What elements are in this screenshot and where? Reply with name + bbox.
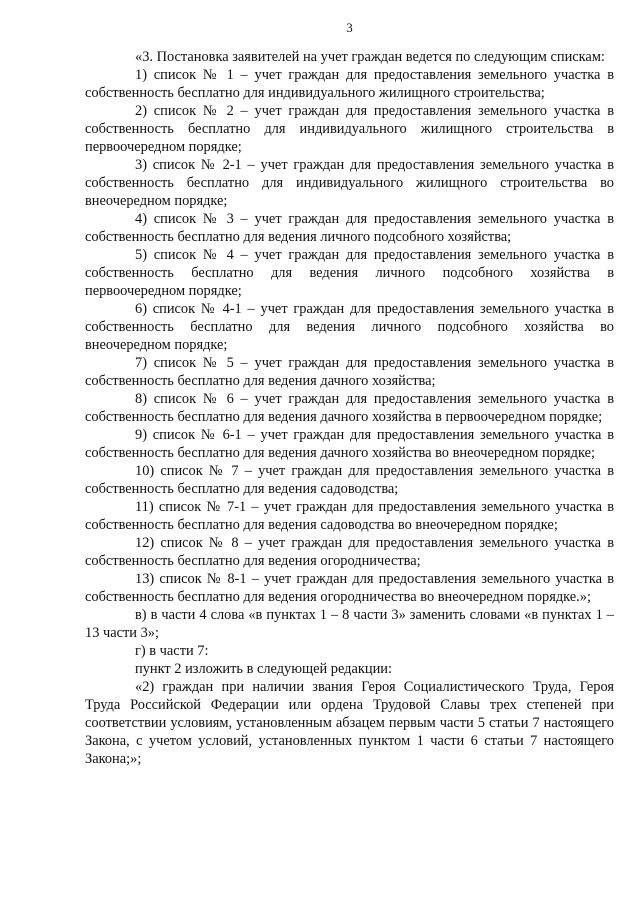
amendment-intro-punkt2: пункт 2 изложить в следующей редакции: [135,661,392,677]
list-item: 11) список № 7-1 – учет граждан для предоставления земельного участка в собственность бесплатно для ведения садоводства во внеочередном порядке; [85,499,614,533]
list-item: 5) список № 4 – учет граждан для предоставления земельного участка в собственность бесплатно для ведения личного подсобного хозяйства в первоочередном порядке; [85,247,614,299]
list-item: 3) список № 2-1 – учет граждан для предоставления земельного участка в собственность бесплатно для индивидуального жилищного строительства во внеочередном порядке; [85,157,614,209]
list-item: 7) список № 5 – учет граждан для предоставления земельного участка в собственность бесплатно для ведения дачного хозяйства; [85,355,614,389]
intro-paragraph: «3. Постановка заявителей на учет граждан ведется по следующим спискам: [135,49,605,65]
list-item: 10) список № 7 – учет граждан для предоставления земельного участка в собственность бесплатно для ведения садоводства; [85,463,614,497]
list-item: 4) список № 3 – учет граждан для предоставления земельного участка в собственность бесплатно для ведения личного подсобного хозяйства; [85,211,614,245]
list-item: 13) список № 8-1 – учет граждан для предоставления земельного участка в собственность бесплатно для ведения огородничества во внеочередном порядке.»; [85,571,614,605]
amendment-paragraph-g: г) в части 7: [135,643,209,659]
lists-enumeration [85,66,614,606]
list-item: 8) список № 6 – учет граждан для предоставления земельного участка в собственность бесплатно для ведения дачного хозяйства в первоочередном порядке; [85,391,614,425]
amendment-quote-punkt2: «2) граждан при наличии звания Героя Социалистического Труда, Героя Труда Российской Федерации или ордена Трудовой Славы трех степеней при соответствии условиям, установленным абзацем первым части 5 статьи 7 настоящего Закона, с учетом условий, установленных пунктом 1 части 6 статьи 7 настоящего Закона;»; [85,679,614,767]
amendment-paragraph-v: в) в части 4 слова «в пунктах 1 – 8 части 3» заменить словами «в пунктах 1 – 13 части 3»; [85,607,614,641]
page-number: 3 [346,20,353,35]
list-item: 12) список № 8 – учет граждан для предоставления земельного участка в собственность бесплатно для ведения огородничества; [85,535,614,569]
list-item: 9) список № 6-1 – учет граждан для предоставления земельного участка в собственность бесплатно для ведения дачного хозяйства во внеочередном порядке; [85,427,614,461]
list-item: 1) список № 1 – учет граждан для предоставления земельного участка в собственность бесплатно для индивидуального жилищного строительства; [85,67,614,101]
list-item: 6) список № 4-1 – учет граждан для предоставления земельного участка в собственность бесплатно для ведения личного подсобного хозяйства во внеочередном порядке; [85,301,614,353]
list-item: 2) список № 2 – учет граждан для предоставления земельного участка в собственность бесплатно для индивидуального жилищного строительства в первоочередном порядке; [85,103,614,155]
